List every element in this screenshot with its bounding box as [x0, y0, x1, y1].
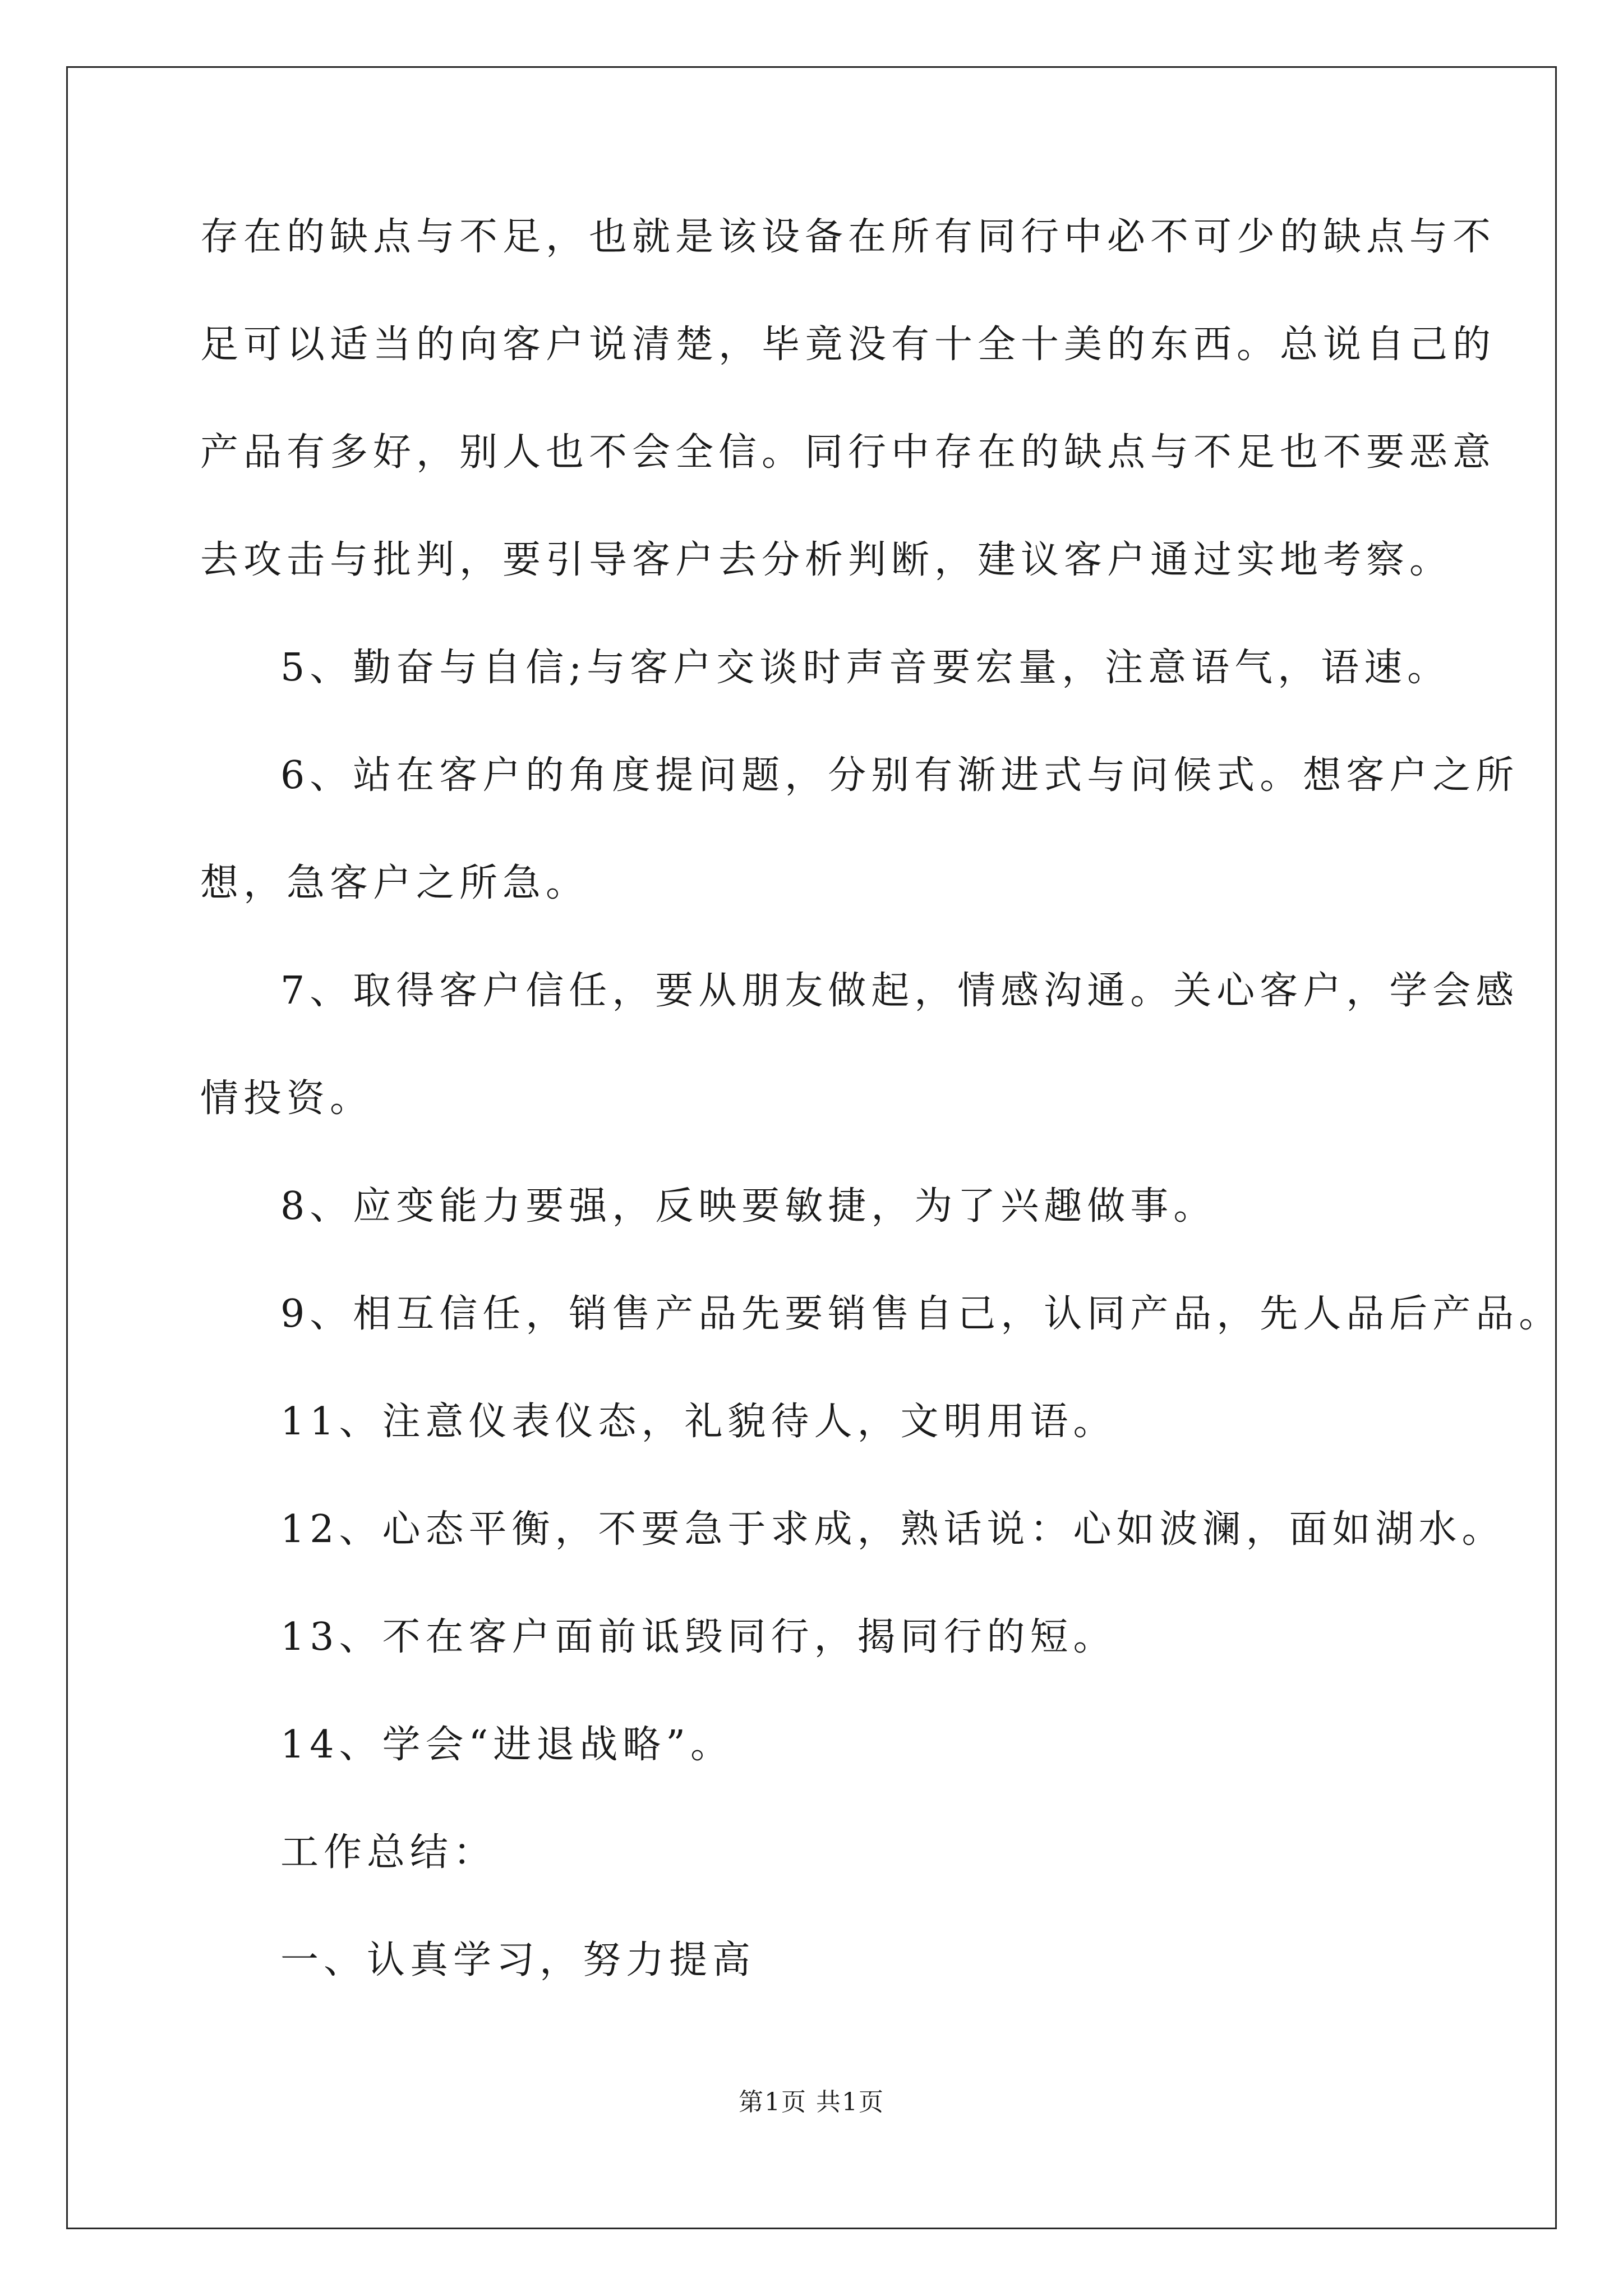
item-6-line-1: 6、站在客户的角度提问题，分别有渐进式与问候式。想客户之所	[280, 753, 1519, 798]
section-heading-work-summary: 工作总结：	[280, 1830, 497, 1875]
paragraph-line-3: 产品有多好，别人也不会全信。同行中存在的缺点与不足也不要恶意	[200, 430, 1496, 475]
item-8-line: 8、应变能力要强，反映要敏捷，为了兴趣做事。	[280, 1184, 1217, 1228]
item-5-line-1: 5、勤奋与自信;与客户交谈时声音要宏量，注意语气，语速。	[280, 646, 1451, 690]
item-9-line: 9、相互信任，销售产品先要销售自己，认同产品，先人品后产品。	[280, 1292, 1562, 1336]
item-13-line: 13、不在客户面前诋毁同行，揭同行的短。	[280, 1615, 1117, 1659]
paragraph-line-4: 去攻击与批判，要引导客户去分析判断，建议客户通过实地考察。	[200, 538, 1453, 582]
paragraph-line-1: 存在的缺点与不足，也就是该设备在所有同行中必不可少的缺点与不	[200, 215, 1496, 259]
paragraph-line-2: 足可以适当的向客户说清楚，毕竟没有十全十美的东西。总说自己的	[200, 323, 1496, 367]
item-11-line: 11、注意仪表仪态，礼貌待人，文明用语。	[280, 1400, 1117, 1444]
item-7-line-1: 7、取得客户信任，要从朋友做起，情感沟通。关心客户，学会感	[280, 969, 1519, 1013]
item-12-line: 12、心态平衡，不要急于求成，熟话说：心如波澜，面如湖水。	[280, 1507, 1505, 1552]
item-14-line: 14、学会“进退战略”。	[280, 1723, 734, 1767]
item-6-line-2: 想，急客户之所急。	[200, 861, 589, 905]
page-footer: 第1页 共1页	[739, 2088, 884, 2116]
item-7-line-2: 情投资。	[200, 1076, 374, 1121]
subheading-study: 一、认真学习，努力提高	[280, 1938, 756, 1982]
page-border	[66, 66, 1557, 2229]
